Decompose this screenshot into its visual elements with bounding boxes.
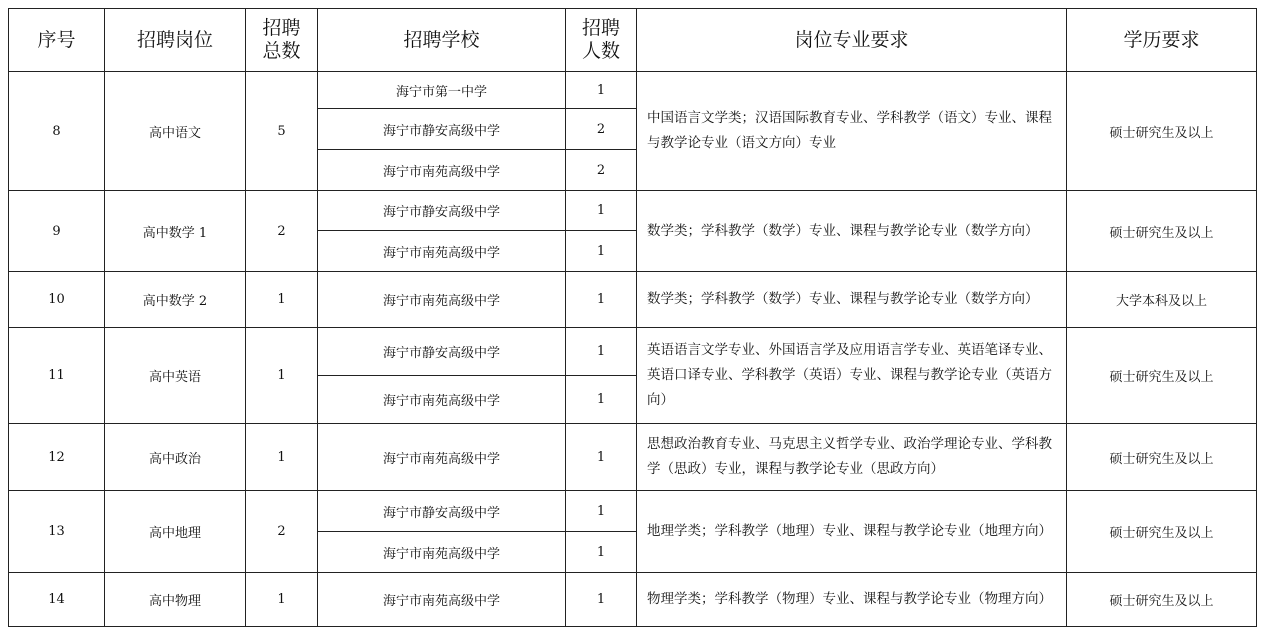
major-cell: 思想政治教育专业、马克思主义哲学专业、政治学理论专业、学科教学（思政）专业，课程与教学论专业（思政方向）: [637, 424, 1067, 491]
school-cell: 海宁市南苑高级中学: [318, 150, 566, 191]
school-cell: 海宁市南苑高级中学: [318, 532, 566, 573]
position-cell: 高中数学 1: [105, 191, 246, 272]
position-cell: 高中语文: [105, 72, 246, 191]
header-edu: 学历要求: [1067, 9, 1257, 72]
count-cell: 1: [566, 72, 637, 109]
header-position: 招聘岗位: [105, 9, 246, 72]
header-count: [566, 9, 637, 72]
header-row: [9, 9, 1257, 72]
count-cell: 2: [566, 150, 637, 191]
table-row: [9, 72, 1257, 109]
total-cell: 2: [246, 491, 318, 573]
edu-cell: 硕士研究生及以上: [1067, 328, 1257, 424]
position-cell: 高中政治: [105, 424, 246, 491]
school-cell: 海宁市南苑高级中学: [318, 573, 566, 627]
header-total: [246, 9, 318, 72]
school-cell: 海宁市静安高级中学: [318, 191, 566, 231]
count-cell: 1: [566, 231, 637, 272]
seq-cell: 8: [9, 72, 105, 191]
total-cell: 1: [246, 272, 318, 328]
count-cell: 1: [566, 532, 637, 573]
edu-cell: 硕士研究生及以上: [1067, 491, 1257, 573]
total-cell: 2: [246, 191, 318, 272]
edu-cell: 硕士研究生及以上: [1067, 72, 1257, 191]
header-seq: 序号: [9, 9, 105, 72]
major-cell: 数学类；学科教学（数学）专业、课程与教学论专业（数学方向）: [637, 272, 1067, 328]
count-cell: 1: [566, 328, 637, 376]
edu-cell: 大学本科及以上: [1067, 272, 1257, 328]
count-cell: 1: [566, 424, 637, 491]
position-cell: 高中地理: [105, 491, 246, 573]
major-cell: 地理学类；学科教学（地理）专业、课程与教学论专业（地理方向）: [637, 491, 1067, 573]
count-cell: 1: [566, 491, 637, 532]
position-cell: 高中物理: [105, 573, 246, 627]
school-cell: 海宁市南苑高级中学: [318, 376, 566, 424]
seq-cell: 14: [9, 573, 105, 627]
count-cell: 1: [566, 272, 637, 328]
table-row: [9, 424, 1257, 491]
count-cell: 1: [566, 573, 637, 627]
count-cell: 1: [566, 376, 637, 424]
table-row: [9, 573, 1257, 627]
seq-cell: 10: [9, 272, 105, 328]
school-cell: 海宁市第一中学: [318, 72, 566, 109]
table-row: [9, 272, 1257, 328]
major-cell: 数学类；学科教学（数学）专业、课程与教学论专业（数学方向）: [637, 191, 1067, 272]
school-cell: 海宁市南苑高级中学: [318, 231, 566, 272]
edu-cell: 硕士研究生及以上: [1067, 573, 1257, 627]
school-cell: 海宁市静安高级中学: [318, 109, 566, 150]
recruitment-table: [8, 8, 1257, 627]
school-cell: 海宁市静安高级中学: [318, 328, 566, 376]
count-cell: 1: [566, 191, 637, 231]
table-row: [9, 491, 1257, 532]
edu-cell: 硕士研究生及以上: [1067, 191, 1257, 272]
seq-cell: 13: [9, 491, 105, 573]
school-cell: 海宁市南苑高级中学: [318, 424, 566, 491]
position-cell: 高中英语: [105, 328, 246, 424]
total-cell: 5: [246, 72, 318, 191]
count-cell: 2: [566, 109, 637, 150]
seq-cell: 11: [9, 328, 105, 424]
total-cell: 1: [246, 573, 318, 627]
total-cell: 1: [246, 328, 318, 424]
seq-cell: 9: [9, 191, 105, 272]
school-cell: 海宁市南苑高级中学: [318, 272, 566, 328]
table-row: [9, 191, 1257, 231]
total-cell: 1: [246, 424, 318, 491]
major-cell: 中国语言文学类；汉语国际教育专业、学科教学（语文）专业、课程与教学论专业（语文方向）专业: [637, 72, 1067, 191]
major-cell: 英语语言文学专业、外国语言学及应用语言学专业、英语笔译专业、英语口译专业、学科教学（英语）专业、课程与教学论专业（英语方向）: [637, 328, 1067, 424]
table-row: [9, 328, 1257, 376]
header-count-line1: 招聘: [581, 17, 620, 39]
header-total-line1: 招聘: [262, 17, 301, 39]
major-cell: 物理学类；学科教学（物理）专业、课程与教学论专业（物理方向）: [637, 573, 1067, 627]
position-cell: 高中数学 2: [105, 272, 246, 328]
seq-cell: 12: [9, 424, 105, 491]
edu-cell: 硕士研究生及以上: [1067, 424, 1257, 491]
school-cell: 海宁市静安高级中学: [318, 491, 566, 532]
header-count-line2: 人数: [581, 40, 620, 62]
header-major: 岗位专业要求: [637, 9, 1067, 72]
header-total-line2: 总数: [262, 40, 301, 62]
header-school: 招聘学校: [318, 9, 566, 72]
